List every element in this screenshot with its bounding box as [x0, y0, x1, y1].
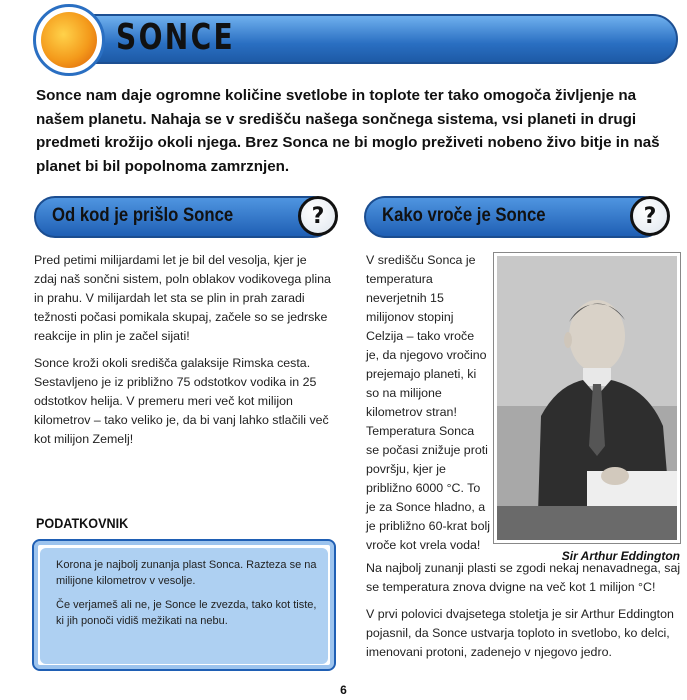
question-icon: ? [630, 196, 670, 236]
section-right-title: Kako vroče je Sonce [382, 205, 546, 226]
paragraph: Pred petimi milijardami let je bil del vesolja, kjer je zdaj naš sončni sistem, poln oblakov vodikovega plina in prahu. V milijardah let sta se plin in prah zaradi težnosti počasi pomikala skupaj, začele so se jedrske reakcije in plin je začel sijati! [34, 253, 331, 343]
sun-badge [33, 4, 105, 76]
page-title: SONCE [116, 17, 236, 58]
photo-caption: Sir Arthur Eddington [561, 549, 680, 563]
paragraph: V prvi polovici dvajsetega stoletja je sir Arthur Eddington pojasnil, da Sonce ustvarja toploto in svetlobo, ko delci, imenovani protoni, zadenejo v njegovo jedro. [366, 607, 674, 659]
paragraph: Na najbolj zunanji plasti se zgodi nekaj nenavadnega, saj se temperatura znova dvigne na več kot 1 milijon °C! [366, 561, 681, 594]
fact-box-label: PODATKOVNIK [36, 515, 129, 531]
portrait-photo [494, 253, 680, 543]
fact-paragraph: Korona je najbolj zunanja plast Sonca. Razteza se na milijone kilometrov v vesolje. [56, 559, 317, 587]
section-right-column [366, 251, 490, 563]
section-left-body [34, 251, 332, 457]
section-right-body [366, 559, 684, 670]
fact-box-text [56, 557, 318, 637]
paragraph: V središču Sonca je temperatura neverjetnih 15 milijonov stopinj Celzija – tako vroče je, da njegovo vročino prejemajo planeti, ki so na milijone kilometrov stran! Temperatura Sonca se počasi znižuje proti površju, kjer je približno 6000 °C. To je za Sonce hladno, a je približno 60-krat bolj vroče kot vrela voda! [366, 253, 490, 552]
fact-paragraph: Če verjameš ali ne, je Sonce le zvezda, tako kot tiste, ki jih ponoči vidiš mežikati na nebu. [56, 599, 317, 627]
intro-paragraph: Sonce nam daje ogromne količine svetlobe in toplote ter tako omogoča življenje na našem planetu. Nahaja se v središču našega sončnega sistema, vsi planeti in drugi predmeti krožijo okoli njega. Brez Sonca ne bi moglo preživeti nobeno živo bitje in naš planet bi bil popolnoma zamrznjen. [36, 87, 660, 175]
paragraph: Sonce kroži okoli središča galaksije Rimska cesta. Sestavljeno je iz približno 75 odstotkov vodika in 25 odstotkov helija. V premeru meri več kot milijon kilometrov – tako veliko je, da bi vanj lahko stlačili več kot milijon Zemelj! [34, 356, 329, 446]
section-left-title: Od kod je prišlo Sonce [52, 205, 234, 226]
portrait-illustration [497, 256, 680, 543]
sun-icon [41, 12, 97, 68]
question-icon: ? [298, 196, 338, 236]
page-number: 6 [340, 683, 347, 697]
